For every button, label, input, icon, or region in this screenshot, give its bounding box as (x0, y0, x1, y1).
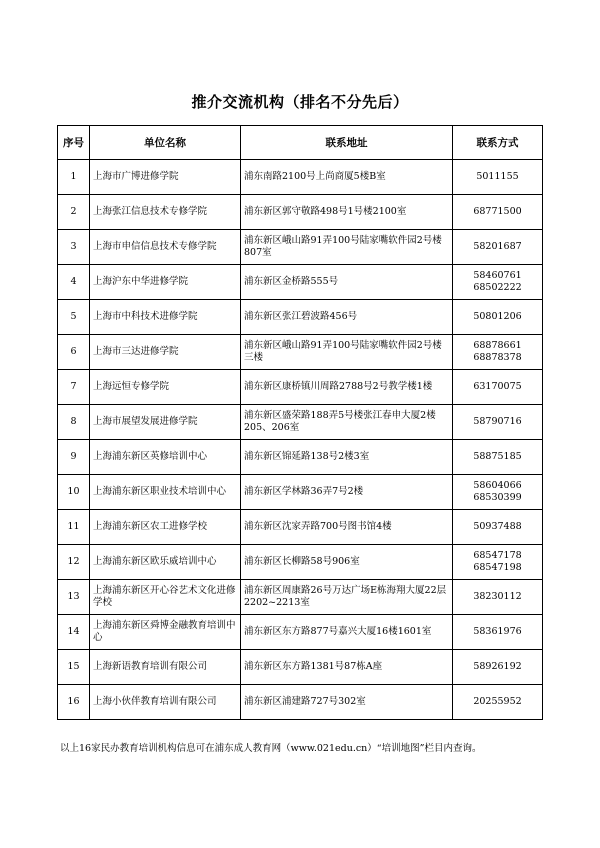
org-phone (453, 475, 543, 510)
table-row (58, 580, 543, 615)
table-row (58, 230, 543, 265)
org-address: 浦东新区学林路36弄7号2楼 (241, 475, 453, 510)
table-row (58, 510, 543, 545)
org-address: 浦东新区浦建路727号302室 (241, 685, 453, 720)
table-row (58, 615, 543, 650)
phone-number: 68547178 (473, 550, 522, 561)
org-phone (453, 615, 543, 650)
org-phone (453, 230, 543, 265)
org-name: 上海市申信信息技术专修学院 (90, 230, 241, 265)
phone-number: 58875185 (473, 451, 522, 462)
org-phone (453, 580, 543, 615)
phone-number: 58361976 (473, 626, 522, 637)
phone-number: 58460761 (473, 270, 522, 281)
org-phone (453, 405, 543, 440)
org-phone (453, 335, 543, 370)
phone-number: 68547198 (473, 562, 522, 573)
org-phone (453, 545, 543, 580)
phone-number: 5011155 (476, 171, 519, 182)
row-number: 13 (58, 580, 90, 615)
org-phone (453, 300, 543, 335)
row-number: 11 (58, 510, 90, 545)
org-address: 浦东新区康桥镇川周路2788号2号教学楼1楼 (241, 370, 453, 405)
row-number: 9 (58, 440, 90, 475)
org-address: 浦东新区沈家弄路700号图书馆4楼 (241, 510, 453, 545)
org-address: 浦东新区峨山路91弄100号陆家嘴软件园2号楼三楼 (241, 335, 453, 370)
row-number: 7 (58, 370, 90, 405)
org-phone (453, 370, 543, 405)
org-name: 上海沪东中华进修学院 (90, 265, 241, 300)
org-name: 上海小伙伴教育培训有限公司 (90, 685, 241, 720)
row-number: 6 (58, 335, 90, 370)
header-contact: 联系方式 (453, 126, 543, 160)
phone-number: 68530399 (473, 492, 522, 503)
org-name: 上海市中科技术进修学院 (90, 300, 241, 335)
org-name: 上海浦东新区英修培训中心 (90, 440, 241, 475)
org-phone (453, 160, 543, 195)
header-org-name: 单位名称 (90, 126, 241, 160)
org-phone (453, 265, 543, 300)
header-address: 联系地址 (241, 126, 453, 160)
org-address: 浦东新区锦延路138号2楼3室 (241, 440, 453, 475)
org-address: 浦东新区长柳路58号906室 (241, 545, 453, 580)
row-number: 5 (58, 300, 90, 335)
table-row (58, 685, 543, 720)
institutions-table (57, 125, 543, 720)
phone-number: 68502222 (473, 282, 522, 293)
phone-number: 68771500 (473, 206, 522, 217)
org-address: 浦东新区东方路877号嘉兴大厦16楼1601室 (241, 615, 453, 650)
row-number: 1 (58, 160, 90, 195)
phone-number: 68878661 (473, 340, 522, 351)
org-address: 浦东新区郭守敬路498号1号楼2100室 (241, 195, 453, 230)
table-row (58, 650, 543, 685)
org-name: 上海浦东新区舜博金融教育培训中心 (90, 615, 241, 650)
org-phone (453, 195, 543, 230)
org-address: 浦东新区周康路26号万达广场E栋海翔大厦22层2202~2213室 (241, 580, 453, 615)
row-number: 8 (58, 405, 90, 440)
table-row (58, 300, 543, 335)
table-row (58, 265, 543, 300)
table-row (58, 160, 543, 195)
org-name: 上海市三达进修学院 (90, 335, 241, 370)
table-row (58, 405, 543, 440)
org-phone (453, 510, 543, 545)
org-name: 上海市广博进修学院 (90, 160, 241, 195)
table-row (58, 475, 543, 510)
org-name: 上海浦东新区开心谷艺术文化进修学校 (90, 580, 241, 615)
org-phone (453, 685, 543, 720)
org-address: 浦东新区峨山路91弄100号陆家嘴软件园2号楼807室 (241, 230, 453, 265)
org-phone (453, 440, 543, 475)
table-body (58, 160, 543, 720)
page-title: 推介交流机构（排名不分先后） (191, 93, 409, 111)
phone-number: 50801206 (473, 311, 522, 322)
table-row (58, 545, 543, 580)
row-number: 4 (58, 265, 90, 300)
phone-number: 50937488 (473, 521, 522, 532)
org-address: 浦东新区金桥路555号 (241, 265, 453, 300)
phone-number: 58604066 (473, 480, 522, 491)
header-number: 序号 (58, 126, 90, 160)
table-row (58, 335, 543, 370)
org-address: 浦东新区东方路1381号87栋A座 (241, 650, 453, 685)
org-phone (453, 650, 543, 685)
phone-number: 63170075 (473, 381, 522, 392)
table-header-row (58, 126, 543, 160)
org-address: 浦东新区张江碧波路456号 (241, 300, 453, 335)
phone-number: 68878378 (473, 352, 522, 363)
phone-number: 58201687 (473, 241, 522, 252)
row-number: 2 (58, 195, 90, 230)
table-row (58, 370, 543, 405)
org-name: 上海浦东新区农工进修学校 (90, 510, 241, 545)
org-name: 上海浦东新区欧乐威培训中心 (90, 545, 241, 580)
phone-number: 20255952 (473, 696, 522, 707)
phone-number: 58790716 (473, 416, 522, 427)
row-number: 14 (58, 615, 90, 650)
row-number: 15 (58, 650, 90, 685)
row-number: 10 (58, 475, 90, 510)
org-name: 上海远恒专修学院 (90, 370, 241, 405)
org-address: 浦东南路2100号上尚商厦5楼B室 (241, 160, 453, 195)
footnote: 以上16家民办教育培训机构信息可在浦东成人教育网（www.021edu.cn）“培训地图”栏目内查询。 (60, 743, 482, 754)
org-name: 上海市展望发展进修学院 (90, 405, 241, 440)
row-number: 3 (58, 230, 90, 265)
table-row (58, 440, 543, 475)
row-number: 16 (58, 685, 90, 720)
phone-number: 58926192 (473, 661, 522, 672)
org-name: 上海新语教育培训有限公司 (90, 650, 241, 685)
org-address: 浦东新区盛荣路188弄5号楼张江春申大厦2楼205、206室 (241, 405, 453, 440)
org-name: 上海张江信息技术专修学院 (90, 195, 241, 230)
org-name: 上海浦东新区职业技术培训中心 (90, 475, 241, 510)
row-number: 12 (58, 545, 90, 580)
table-row (58, 195, 543, 230)
phone-number: 38230112 (473, 591, 522, 602)
